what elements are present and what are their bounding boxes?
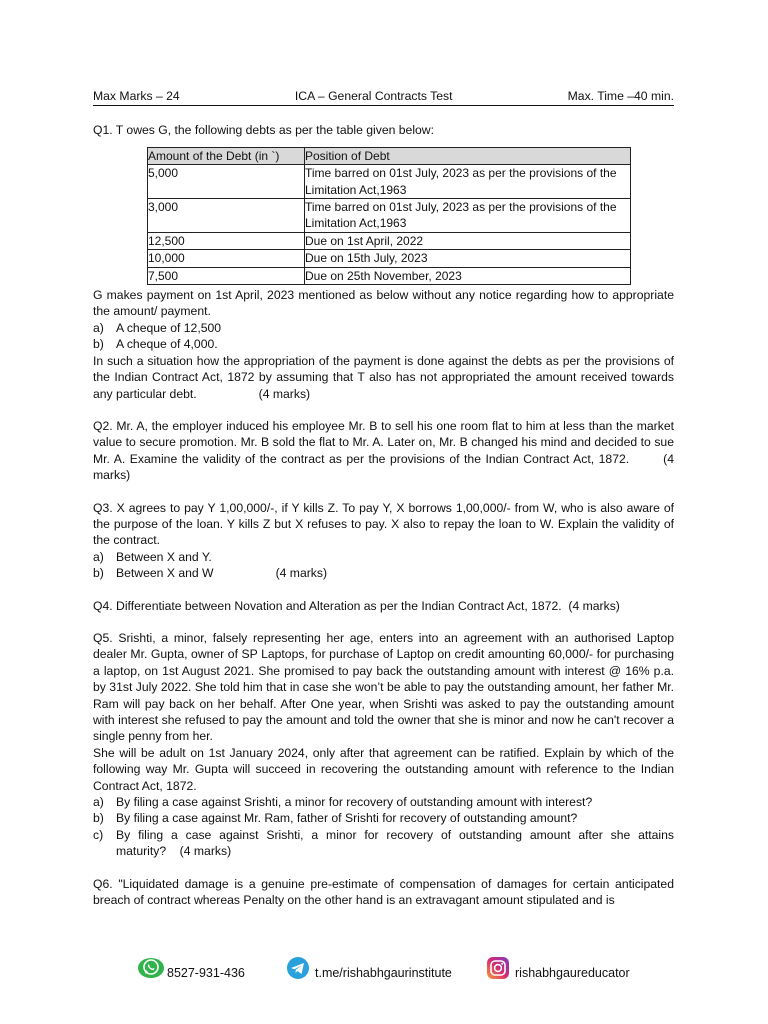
q1-option-b: [93, 336, 674, 352]
instagram-handle: rishabhgaureducator: [515, 966, 630, 980]
q3-text: Q3. X agrees to pay Y 1,00,000/-, if Y kills Z. To pay Y, X borrows 1,00,000/- from W, who is also aware of the purpose of the loan. Y kills Z but X refuses to pay. X also to repay the loan to W. Explain the validity of the contract.: [93, 500, 674, 548]
q5-marks: (4 marks): [179, 844, 232, 859]
option-label: a): [93, 320, 104, 335]
option-text: A cheque of 12,500: [116, 320, 222, 335]
document-page: [93, 88, 674, 908]
q1-option-a: [93, 320, 674, 336]
q5-option-b: [93, 810, 674, 826]
table-header-row: [148, 147, 631, 164]
q5-option-a: [93, 794, 674, 810]
table-row: [148, 165, 631, 199]
max-time: Max. Time –40 min.: [567, 89, 674, 103]
q3-marks: (4 marks): [275, 566, 328, 581]
table-row: [148, 232, 631, 249]
footer-instagram[interactable]: [483, 952, 630, 980]
table-cell-amount: 7,500: [148, 267, 305, 284]
table-cell-amount: 12,500: [148, 232, 305, 249]
q1-marks: (4 marks): [258, 386, 311, 401]
table-cell-amount: 5,000: [148, 165, 305, 199]
option-text: Between X and Y.: [116, 549, 212, 564]
q1-closing-text: In such a situation how the appropriation of the payment is done against the debts as per the provisions of the Indian Contract Act, 1872 by assuming that T also has not appropriated the amount received towards any particular debt.: [93, 353, 674, 401]
footer-telegram[interactable]: [283, 952, 452, 980]
option-label: a): [93, 795, 104, 810]
telegram-link: t.me/rishabhgaurinstitute: [315, 966, 452, 980]
option-label: b): [93, 811, 104, 826]
telegram-icon: [283, 956, 313, 980]
whatsapp-icon: [135, 956, 165, 980]
table-cell-position: Due on 15th July, 2023: [305, 250, 631, 267]
table-row: [148, 250, 631, 267]
table-cell-position: Due on 25th November, 2023: [305, 267, 631, 284]
option-label: a): [93, 549, 104, 564]
table-row: [148, 267, 631, 284]
page-header: [93, 88, 674, 106]
option-label: b): [93, 337, 104, 352]
option-text: Between X and W: [116, 566, 214, 581]
option-text: By filing a case against Srishti, a minor for recovery of outstanding amount after she attains maturity?: [116, 827, 674, 859]
option-label: c): [93, 827, 104, 842]
whatsapp-number: 8527-931-436: [167, 966, 245, 980]
debts-table: [147, 147, 631, 285]
q2-marks: (4 marks): [93, 451, 674, 483]
q1-intro: Q1. T owes G, the following debts as per the table given below:: [93, 123, 434, 138]
option-text-with-marks: [116, 827, 674, 860]
q3-option-a: [93, 549, 674, 565]
q4-text: Q4. Differentiate between Novation and Alteration as per the Indian Contract Act, 1872.: [93, 598, 562, 613]
q3-option-b: [93, 565, 674, 581]
table-cell-position: Time barred on 01st July, 2023 as per the provisions of the Limitation Act,1963: [305, 165, 631, 199]
option-label: b): [93, 566, 104, 581]
option-text-with-marks: [116, 565, 674, 581]
max-marks: Max Marks – 24: [93, 89, 180, 103]
table-cell-amount: 10,000: [148, 250, 305, 267]
table-header-position: Position of Debt: [305, 147, 631, 164]
q2: [93, 418, 674, 484]
table-cell-position: Time barred on 01st July, 2023 as per the provisions of the Limitation Act,1963: [305, 199, 631, 233]
footer-whatsapp[interactable]: [135, 952, 245, 980]
q1-paragraph: G makes payment on 1st April, 2023 mentioned as below without any notice regarding how to appropriate the amount/ payment.: [93, 288, 674, 319]
instagram-icon: [483, 956, 513, 980]
option-text: A cheque of 4,000.: [116, 337, 218, 352]
option-text: By filing a case against Mr. Ram, father of Srishti for recovery of outstanding amount?: [116, 811, 578, 826]
q1-closing: [93, 353, 674, 402]
q5-text-2: She will be adult on 1st January 2024, only after that agreement can be ratified. Explain by which of the following way Mr. Gupta will succeed in recovering the outstanding amount with reference to the Indian Contract Act, 1872.: [93, 745, 674, 793]
page-footer: [135, 952, 655, 982]
table-cell-amount: 3,000: [148, 199, 305, 233]
q5-option-c: [93, 827, 674, 860]
q4: [93, 598, 674, 614]
q6-text: Q6. "Liquidated damage is a genuine pre-estimate of compensation of damages for certain anticipated breach of contract whereas Penalty on the other hand is an extravagant amount stipulated and is: [93, 876, 674, 908]
test-title: ICA – General Contracts Test: [294, 89, 453, 103]
table-cell-position: Due on 1st April, 2022: [305, 232, 631, 249]
q2-text: Q2. Mr. A, the employer induced his employee Mr. B to sell his one room flat to him at less than the market value to secure promotion. Mr. B sold the flat to Mr. A. Later on, Mr. B changed his mind and decided to sue Mr. A. Examine the validity of the contract as per the provisions of the Indian Contract Act, 1872.: [93, 418, 674, 466]
q5-text: Q5. Srishti, a minor, falsely representing her age, enters into an agreement with an authorised Laptop dealer Mr. Gupta, owner of SP Laptops, for purchase of Laptop on credit amounting 60,000/- for purchasing a laptop, on 1st August 2021. She promised to pay back the outstanding amount with interest @ 16% p.a. by 31st July 2022. She told him that in case she won’t be able to pay the outstanding amount, her father Mr. Ram will pay back on her behalf. After One year, when Srishti was asked to pay the outstanding amount with interest she refused to pay the amount and told the owner that she is minor and now he can't recover a single penny from her.: [93, 630, 674, 744]
q4-marks: (4 marks): [568, 598, 620, 613]
table-row: [148, 199, 631, 233]
table-header-amount: Amount of the Debt (in `): [148, 147, 305, 164]
option-text: By filing a case against Srishti, a minor for recovery of outstanding amount with interest?: [116, 795, 593, 810]
